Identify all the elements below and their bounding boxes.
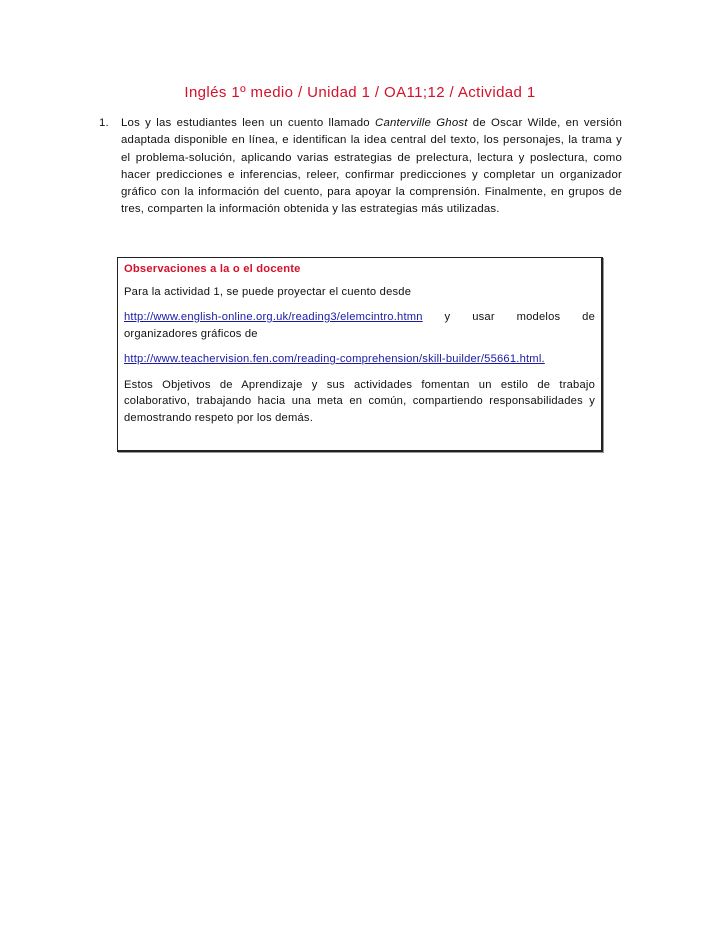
- observations-link2-paragraph: [124, 351, 595, 368]
- activity-text: [121, 115, 622, 219]
- activity-text-start: Los y las estudiantes leen un cuento llamado: [121, 117, 376, 129]
- observations-heading: Observaciones a la o el docente: [124, 263, 301, 275]
- observations-intro: Para la actividad 1, se puede proyectar el cuento desde: [124, 285, 412, 298]
- observations-closing: Estos Objetivos de Aprendizaje y sus actividades fomentan un estilo de trabajo colaborativo, trabajando hacia una meta en común, compartiendo responsabilidades y demostrando respeto por los demás.: [124, 378, 595, 424]
- teachervision-link[interactable]: http://www.teachervision.fen.com/reading-comprehension/skill-builder/55661.html.: [124, 353, 545, 365]
- page-title: Inglés 1º medio / Unidad 1 / OA11;12 / Actividad 1: [184, 84, 536, 101]
- story-title: Canterville Ghost: [375, 117, 468, 129]
- observations-link1-paragraph: [124, 309, 595, 342]
- teacher-observations-box: [117, 257, 603, 452]
- activity-text-end: de Oscar Wilde, en versión adaptada disponible en línea, e identifican la idea central del texto, los personajes, la trama y el problema-solución, aplicando varias estrategias de prelectura, lectura y poslectura, como hacer predicciones e inferencias, releer, confirmar predicciones y completar un organizador gráfico con la información del cuento, para apoyar la comprensión. Finalmente, en grupos de tres, comparten la información obtenida y las estrategias más utilizadas.: [121, 117, 623, 216]
- activity-number: 1.: [99, 117, 109, 129]
- link1-suffix: y usar modelos de organizadores gráficos de: [124, 311, 595, 340]
- activity-item: [99, 115, 622, 219]
- english-online-link[interactable]: http://www.english-online.org.uk/reading3/elemcintro.htmn: [124, 311, 423, 323]
